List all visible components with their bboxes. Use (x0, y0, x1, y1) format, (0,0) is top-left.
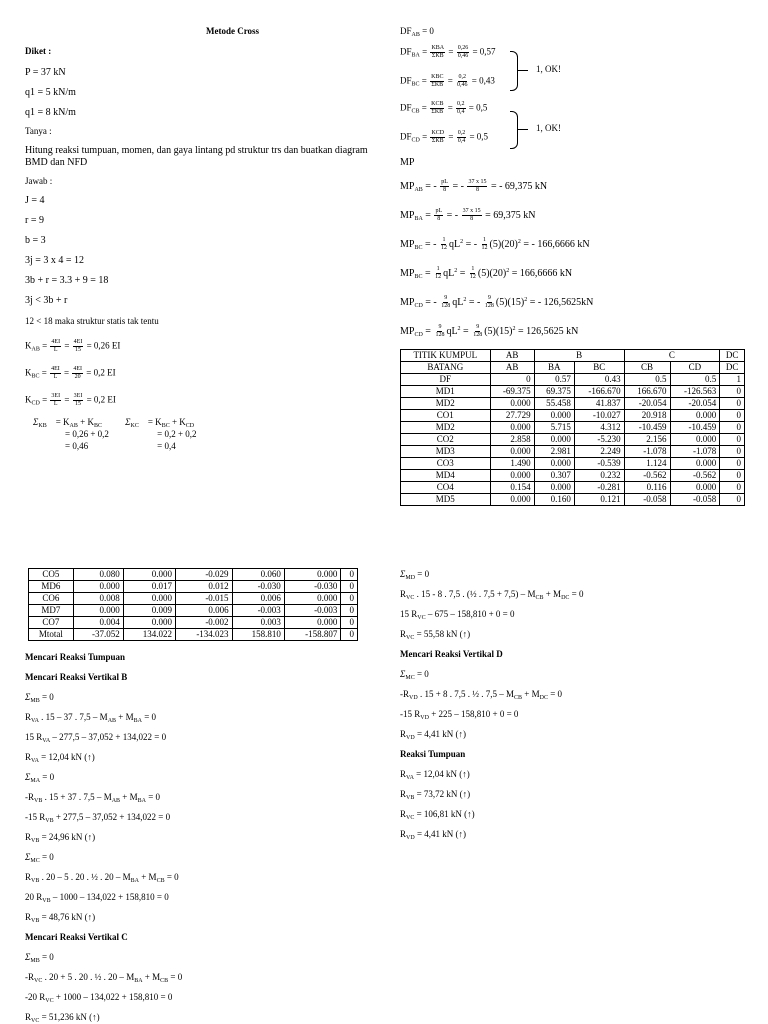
table-cell: 0.004 (73, 617, 123, 629)
heading-vertikal-d: Mencari Reaksi Vertikal D (400, 649, 503, 659)
table-cell: 0.232 (574, 470, 624, 482)
table-cell: 0.000 (490, 470, 534, 482)
table-cell: 0.43 (574, 374, 624, 386)
table-row (401, 386, 745, 398)
moment-distribution-table (400, 349, 745, 506)
table-cell: -0.003 (284, 605, 341, 617)
heading-vertikal-b: Mencari Reaksi Vertikal B (25, 672, 128, 682)
table-cell: 0.160 (534, 494, 574, 506)
table-row (401, 398, 745, 410)
table-cell: 20.918 (624, 410, 670, 422)
result-rvd: $R_{VD} = 4,41$ kN (↑) (400, 729, 467, 741)
row-label-cell: CO1 (401, 410, 491, 422)
equation-line: $-R_{VC}$ . 20 + 5 . 20 . ½ . $20 - M_{BA} + M_{CB} = 0$ (25, 972, 183, 984)
table-cell: 0.000 (670, 410, 720, 422)
given-q1b: q1 = 8 kN/m (25, 107, 76, 118)
mp-heading: MP (400, 157, 415, 168)
table-cell: 0 (341, 581, 358, 593)
table-cell: -0.539 (574, 458, 624, 470)
summary-rvc: $R_{VC} = 106,81$ kN (↑) (400, 809, 475, 821)
table-cell: 4.312 (574, 422, 624, 434)
df-cd: $DF_{CD}$ = KCD ΣKB = $\frac{0,2}{0,4}$ = 0,5 (400, 130, 489, 144)
table-cell: -0.030 (232, 581, 284, 593)
row-label-cell: MD5 (401, 494, 491, 506)
row-label-cell: CO5 (29, 569, 74, 581)
row-label-cell: MD2 (401, 398, 491, 410)
table-cell: 0 (720, 446, 745, 458)
table-cell: 55.458 (534, 398, 574, 410)
equation-line: $-R_{VB}$ . 15 + 37 . $7,5 - M_{AB} + M_{BA} = 0$ (25, 792, 161, 804)
df-joint-b-group (400, 45, 755, 89)
diket-label: Diket : (25, 46, 52, 56)
page2-right-column (400, 568, 745, 840)
given-q1a: q1 = 5 kN/m (25, 87, 76, 98)
table-cell: 0.5 (624, 374, 670, 386)
sum-ma-equation: $\Sigma_{MA} = 0$ (25, 772, 55, 784)
table-cell: 0 (720, 482, 745, 494)
equation-line: -20 $R_{VC} + 1000 - 134,022 + 158,810 = 0$ (25, 992, 173, 1004)
mp-dc: $MP_{CD}$ = $\frac{9}{128}$ $qL^2$ = $\frac{9}{128}$ $(5)(15)^2 = 126,5625$ kN (400, 324, 579, 338)
table-cell: 0.009 (123, 605, 175, 617)
table-cell: 5.715 (534, 422, 574, 434)
row-label-cell: MD2 (401, 422, 491, 434)
result-rvc: $R_{VC} = 51,236$ kN (↑) (25, 1012, 100, 1024)
table-cell: 27.729 (490, 410, 534, 422)
brace-b (510, 51, 518, 91)
table-cell: 2.858 (490, 434, 534, 446)
table-row (401, 434, 745, 446)
row-label-cell: CO4 (401, 482, 491, 494)
page1-right-column (400, 25, 755, 506)
table-cell: 0.000 (490, 398, 534, 410)
equation-line: $-R_{VD}$ . 15 + 8 . 7,5 . ½ . $7,5 - M_{CB} + M_{DC} = 0$ (400, 689, 563, 701)
table-header-cell: AB (490, 362, 534, 374)
table-cell: -0.281 (574, 482, 624, 494)
equation-3b-r: 3b + r = 3.3 + 9 = 18 (25, 275, 109, 286)
table-cell: 0.000 (490, 446, 534, 458)
table-row (401, 470, 745, 482)
table-cell: 0 (720, 458, 745, 470)
table-cell: -10.459 (670, 422, 720, 434)
summary-rvb: $R_{VB} = 73,72$ kN (↑) (400, 789, 471, 801)
table-cell: 0 (720, 398, 745, 410)
brace-c (510, 111, 518, 149)
result-rvb-2: $R_{VB} = 48,76$ kN (↑) (25, 912, 96, 924)
sum-mb-equation: $\Sigma_{MB} = 0$ (25, 692, 54, 704)
question-text: Hitung reaksi tumpuan, momen, dan gaya lintang pd struktur trs dan buatkan diagram BMD dan NFD (25, 145, 368, 168)
table-row (401, 458, 745, 470)
table-cell: 0.080 (73, 569, 123, 581)
table-cell: -0.029 (176, 569, 233, 581)
result-rva: $R_{VA} = 12,04$ kN (↑) (25, 752, 95, 764)
table-cell: 2.981 (534, 446, 574, 458)
table-cell: -0.030 (284, 581, 341, 593)
table-cell: -20.054 (624, 398, 670, 410)
df-ba: $DF_{BA}$ = KBA ΣKB = $\frac{0,26}{0,46}$ = 0,57 (400, 45, 496, 59)
table-cell: 0.154 (490, 482, 534, 494)
table-cell: -5.230 (574, 434, 624, 446)
table-row (401, 494, 745, 506)
table-cell: -20.054 (670, 398, 720, 410)
df-bc: $DF_{BC}$ = KBC ΣKB = $\frac{0,2}{0,46}$ = 0,43 (400, 74, 495, 88)
sum-md-equation: $\Sigma_{MD} = 0$ (400, 569, 430, 581)
table-row (29, 617, 358, 629)
table-cell: 0 (720, 434, 745, 446)
table-cell: -69.375 (490, 386, 534, 398)
table-cell: -0.058 (624, 494, 670, 506)
heading-reaksi-tumpuan: Mencari Reaksi Tumpuan (25, 652, 126, 662)
table-cell: 0.060 (232, 569, 284, 581)
stiffness-k-bc: $K_{BC}$ = $\frac{4EI}{L}$ = $\frac{4EI}{20}$ = 0,2 EI (25, 366, 116, 380)
row-label-cell: MD4 (401, 470, 491, 482)
equation-line: -15 $R_{VB} + 277,5 - 37,052 + 134,022 = 0$ (25, 812, 171, 824)
table-row (401, 410, 745, 422)
stiffness-k-cd: $K_{CD}$ = $\frac{3EI}{L}$ = $\frac{3EI}{15}$ = 0,2 EI (25, 393, 116, 407)
sum-kb: $\Sigma_{KB}$ = $K_{AB} + K_{BC}$ = 0,26 + 0,2 = 0,46 (33, 417, 109, 451)
equation-line: 20 $R_{VB} - 1000 - 134,022 + 158,810 = 0$ (25, 892, 169, 904)
table-cell: 1.124 (624, 458, 670, 470)
table-cell: -0.003 (232, 605, 284, 617)
table-cell: 41.837 (574, 398, 624, 410)
table-cell: 0 (720, 470, 745, 482)
table-header-cell: BC (574, 362, 624, 374)
table-header-cell: DC (720, 350, 745, 362)
table-cell: 166.670 (624, 386, 670, 398)
table-cell: -126.563 (670, 386, 720, 398)
table-cell: -10.027 (574, 410, 624, 422)
table-cell: 69.375 (534, 386, 574, 398)
jawab-label: Jawab : (25, 176, 53, 186)
table-cell: -166.670 (574, 386, 624, 398)
document-title: Metode Cross (205, 26, 260, 36)
table-cell: -1.078 (624, 446, 670, 458)
summary-rva: $R_{VA} = 12,04$ kN (↑) (400, 769, 470, 781)
table-header-cell: CB (624, 362, 670, 374)
joint-count: J = 4 (25, 195, 45, 206)
table-header-cell: BA (534, 362, 574, 374)
table-cell: 158.810 (232, 629, 284, 641)
table-cell: 0.000 (534, 434, 574, 446)
summary-rvd: $R_{VD} = 4,41$ kN (↑) (400, 829, 467, 841)
bar-count: b = 3 (25, 235, 46, 246)
table-cell: 0 (720, 386, 745, 398)
heading-reaksi-summary: Reaksi Tumpuan (400, 749, 466, 759)
mp-bc: $MP_{BC}$ = - $\frac{1}{12}$ $qL^2$ = - $\frac{1}{12}$ $(5)(20)^2$ = - 166,6666 kN (400, 237, 590, 251)
row-label-cell: MD1 (401, 386, 491, 398)
table-cell: 0.000 (123, 569, 175, 581)
table-cell: -10.459 (624, 422, 670, 434)
equation-3j: 3j = 3 x 4 = 12 (25, 255, 85, 266)
given-p: P = 37 kN (25, 67, 66, 78)
table-cell: 0 (341, 629, 358, 641)
table-cell: 0.116 (624, 482, 670, 494)
row-label-cell: CO3 (401, 458, 491, 470)
result-rvc-2: $R_{VC} = 55,58$ kN (↑) (400, 629, 471, 641)
table-cell: -37.052 (73, 629, 123, 641)
page2-left-column (25, 568, 370, 1023)
table-row (29, 581, 358, 593)
table-cell: 0.000 (490, 422, 534, 434)
table-cell: 0 (720, 422, 745, 434)
page1-left-column (25, 25, 380, 452)
table-header-row (401, 362, 745, 374)
determinacy-conclusion: 12 < 18 maka struktur statis tak tentu (25, 316, 159, 326)
table-row (29, 569, 358, 581)
table-cell: 0.008 (73, 593, 123, 605)
sum-mb-equation-2: $\Sigma_{MB} = 0$ (25, 952, 54, 964)
table-cell: 0.000 (534, 482, 574, 494)
table-row (29, 629, 358, 641)
table-row (401, 482, 745, 494)
table-cell: 0.57 (534, 374, 574, 386)
df-cb: $DF_{CB}$ = KCB ΣKB = $\frac{0,2}{0,4}$ = 0,5 (400, 101, 488, 115)
row-label-cell: MD7 (29, 605, 74, 617)
table-cell: 0.5 (670, 374, 720, 386)
tanya-label: Tanya : (25, 126, 52, 136)
table-cell: 0.000 (490, 494, 534, 506)
table-cell: 0.000 (73, 605, 123, 617)
table-cell: 0.003 (232, 617, 284, 629)
moment-distribution-table-continued (28, 568, 358, 641)
table-cell: 1 (720, 374, 745, 386)
table-header-cell: CD (670, 362, 720, 374)
stiffness-k-ab: $K_{AB}$ = $\frac{4EI}{L}$ = $\frac{4EI}{15}$ = 0,26 EI (25, 339, 121, 353)
table-cell: 0 (341, 569, 358, 581)
sum-mc-equation: $\Sigma_{MC} = 0$ (25, 852, 54, 864)
table-row (401, 422, 745, 434)
table-header-cell: AB (490, 350, 534, 362)
brace-c-tick (518, 129, 528, 130)
table-cell: 0.006 (176, 605, 233, 617)
table-cell: -0.058 (670, 494, 720, 506)
table-row (401, 446, 745, 458)
table-cell: 0 (720, 494, 745, 506)
table-cell: 0.000 (670, 458, 720, 470)
df-ab: $DF_{AB} = 0$ (400, 26, 434, 38)
table-cell: -0.562 (670, 470, 720, 482)
table-cell: -134.023 (176, 629, 233, 641)
brace-b-tick (518, 70, 528, 71)
row-label-cell: CO6 (29, 593, 74, 605)
mp-ba: $MP_{BA}$ = $\frac{pL}{8}$ = - $\frac{37 x 15}{8}$ = 69,375 kN (400, 208, 536, 222)
heading-vertikal-c: Mencari Reaksi Vertikal C (25, 932, 128, 942)
sum-mc-equation-2: $\Sigma_{MC} = 0$ (400, 669, 429, 681)
row-label-cell: MD6 (29, 581, 74, 593)
table-cell: 0.000 (284, 569, 341, 581)
equation-line: $R_{VC}$ . 15 - 8 . 7,5 . (½ . $7,5 + 7,5) - M_{CB} + M_{DC} = 0$ (400, 589, 584, 601)
table-cell: 134.022 (123, 629, 175, 641)
df-joint-c-group (400, 101, 755, 145)
equation-line: 15 $R_{VA} - 277,5 - 37,052 + 134,022 = 0$ (25, 732, 167, 744)
table-cell: 2.156 (624, 434, 670, 446)
table-cell: 0.000 (73, 581, 123, 593)
sum-kc: $\Sigma_{KC}$ = $K_{BC} + K_{CD}$ = 0,2 + 0,2 = 0,4 (125, 417, 197, 451)
table-header-cell: DC (720, 362, 745, 374)
row-label-cell: CO7 (29, 617, 74, 629)
table-row (29, 593, 358, 605)
check-joint-b: 1, OK! (536, 64, 561, 74)
table-cell: 0.307 (534, 470, 574, 482)
table-cell: -0.015 (176, 593, 233, 605)
table-cell: 0.000 (123, 593, 175, 605)
table-cell: 1.490 (490, 458, 534, 470)
equation-line: $R_{VB}$ . 20 – 5 . 20 . ½ . $20 - M_{BA} + M_{CB} = 0$ (25, 872, 179, 884)
result-rvb: $R_{VB} = 24,96$ kN (↑) (25, 832, 96, 844)
table-cell: -158.807 (284, 629, 341, 641)
table-row (401, 374, 745, 386)
table-row (29, 605, 358, 617)
row-label-cell: MD3 (401, 446, 491, 458)
table-cell: 0 (490, 374, 534, 386)
table-cell: 0.000 (284, 617, 341, 629)
row-label-cell: CO2 (401, 434, 491, 446)
table-header-cell: BATANG (401, 362, 491, 374)
table-cell: 0 (341, 593, 358, 605)
table-cell: 0.000 (670, 482, 720, 494)
table-cell: 0.017 (123, 581, 175, 593)
mp-cd: $MP_{CD}$ = - $\frac{9}{128}$ $qL^2$ = - $\frac{9}{128}$ $(5)(15)^2$ = - 126,5625kN (400, 295, 594, 309)
mp-ab: $MP_{AB}$ = - $\frac{pL}{8}$ = - $\frac{37 x 15}{8}$ = - 69,375 kN (400, 179, 548, 193)
check-joint-c: 1, OK! (536, 123, 561, 133)
table-cell: 0.000 (123, 617, 175, 629)
table-cell: 0 (341, 605, 358, 617)
table-cell: 0.000 (534, 458, 574, 470)
mp-cb: $MP_{BC}$ = $\frac{1}{12}$ $qL^2$ = $\frac{1}{12}$ $(5)(20)^2 = 166,6666$ kN (400, 266, 573, 280)
row-label-cell: DF (401, 374, 491, 386)
reaction-count: r = 9 (25, 215, 44, 226)
table-cell: 0.006 (232, 593, 284, 605)
table-cell: 0 (341, 617, 358, 629)
table-cell: 0 (720, 410, 745, 422)
table-cell: 0.012 (176, 581, 233, 593)
equation-line: $R_{VA}$ . 15 – 37 . $7,5 - M_{AB} + M_{BA} = 0$ (25, 712, 157, 724)
table-header-cell: B (534, 350, 624, 362)
stiffness-sums (25, 416, 380, 452)
table-cell: -0.562 (624, 470, 670, 482)
table-cell: 0.000 (284, 593, 341, 605)
table-cell: 0.121 (574, 494, 624, 506)
table-header-cell: TITIK KUMPUL (401, 350, 491, 362)
equation-line: -15 $R_{VD} + 225 - 158,810 + 0 = 0$ (400, 709, 519, 721)
table-cell: 0.000 (670, 434, 720, 446)
table-cell: -1.078 (670, 446, 720, 458)
table-cell: 2.249 (574, 446, 624, 458)
row-label-cell: Mtotal (29, 629, 74, 641)
table-cell: 0.000 (534, 410, 574, 422)
table-cell: -0.002 (176, 617, 233, 629)
table-header-row (401, 350, 745, 362)
table-header-cell: C (624, 350, 720, 362)
equation-line: 15 $R_{VC} - 675 - 158,810 + 0 = 0$ (400, 609, 515, 621)
inequality: 3j < 3b + r (25, 295, 68, 306)
